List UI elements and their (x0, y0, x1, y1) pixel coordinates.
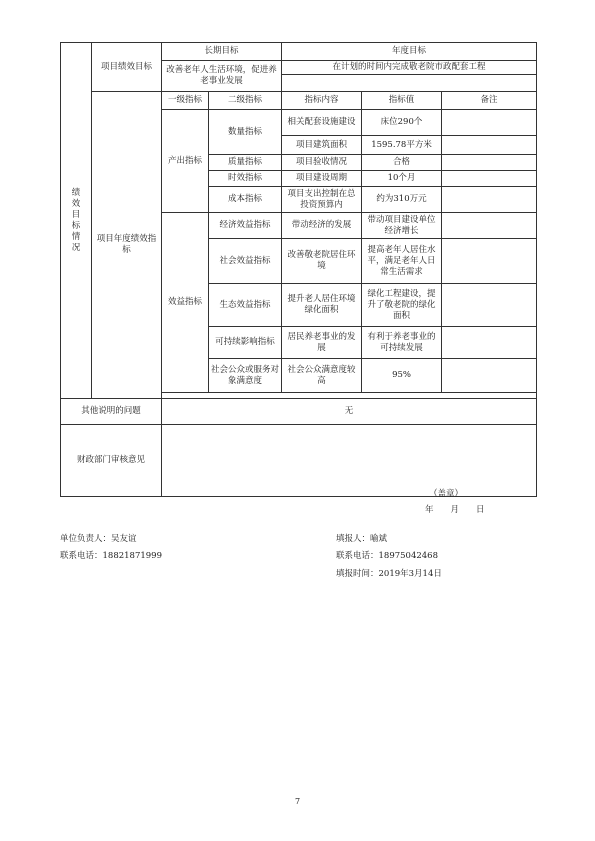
benefit-label-5: 社会公众或服务对象满意度 (209, 359, 282, 393)
benefit-indicator-label: 效益指标 (162, 213, 209, 393)
seal-text: （盖章） (429, 489, 464, 499)
section-label: 绩效目标情况 (61, 43, 92, 399)
annual-indicators-label: 项目年度绩效指标 (92, 92, 162, 399)
header-remarks: 备注 (442, 92, 537, 110)
cost-content: 项目支出控制在总投资预算内 (282, 187, 362, 213)
review-date: 年 月 日 (425, 505, 485, 515)
quantity-content-2: 项目建筑面积 (282, 136, 362, 155)
output-indicator-label: 产出指标 (162, 110, 209, 213)
quantity-value-2: 1595.78平方米 (362, 136, 442, 155)
benefit-remark-2 (442, 239, 537, 284)
long-term-goal-header: 长期目标 (162, 43, 282, 61)
cost-remark (442, 187, 537, 213)
header-value: 指标值 (362, 92, 442, 110)
benefit-content-5: 社会公众满意度较高 (282, 359, 362, 393)
quantity-content-1: 相关配套设施建设 (282, 110, 362, 136)
timeliness-indicator-label: 时效指标 (209, 171, 282, 187)
quality-content: 项目验收情况 (282, 155, 362, 171)
benefit-content-3: 提升老人居住环境绿化面积 (282, 284, 362, 327)
benefit-remark-3 (442, 284, 537, 327)
benefit-remark-5 (442, 359, 537, 393)
quantity-remark-2 (442, 136, 537, 155)
annual-goal-text: 在计划的时间内完成敬老院市政配套工程 (282, 61, 537, 75)
unit-head: 单位负责人：吴友谊 (60, 534, 137, 544)
benefit-label-3: 生态效益指标 (209, 284, 282, 327)
finance-review-label: 财政部门审核意见 (61, 425, 162, 497)
benefit-value-2: 提高老年人居住水平，满足老年人日常生活需求 (362, 239, 442, 284)
benefit-content-2: 改善敬老院居住环境 (282, 239, 362, 284)
finance-review-area (162, 425, 537, 497)
annual-goal-blank (282, 75, 537, 92)
header-level1: 一级指标 (162, 92, 209, 110)
benefit-content-1: 带动经济的发展 (282, 213, 362, 239)
benefit-value-5: 95% (362, 359, 442, 393)
unit-phone: 联系电话：18821871999 (60, 551, 162, 561)
quantity-indicator-label: 数量指标 (209, 110, 282, 155)
cost-value: 约为310万元 (362, 187, 442, 213)
timeliness-value: 10个月 (362, 171, 442, 187)
cost-indicator-label: 成本指标 (209, 187, 282, 213)
filler: 填报人：喻斌 (336, 534, 388, 544)
fill-date: 填报时间：2019年3月14日 (336, 569, 442, 579)
timeliness-remark (442, 171, 537, 187)
long-term-goal-text: 改善老年人生活环境，促进养老事业发展 (162, 61, 282, 92)
quality-indicator-label: 质量指标 (209, 155, 282, 171)
benefit-value-4: 有利于养老事业的可持续发展 (362, 327, 442, 359)
benefit-label-2: 社会效益指标 (209, 239, 282, 284)
header-level2: 二级指标 (209, 92, 282, 110)
benefit-label-4: 可持续影响指标 (209, 327, 282, 359)
quantity-remark-1 (442, 110, 537, 136)
quality-value: 合格 (362, 155, 442, 171)
benefit-content-4: 居民养老事业的发展 (282, 327, 362, 359)
quantity-value-1: 床位290个 (362, 110, 442, 136)
benefit-value-3: 绿化工程建设，提升了敬老院的绿化面积 (362, 284, 442, 327)
quality-remark (442, 155, 537, 171)
page-number: 7 (294, 797, 301, 806)
benefit-remark-1 (442, 213, 537, 239)
timeliness-content: 项目建设周期 (282, 171, 362, 187)
header-content: 指标内容 (282, 92, 362, 110)
filler-phone: 联系电话：18975042468 (336, 551, 438, 561)
project-goal-label: 项目绩效目标 (92, 43, 162, 92)
annual-goal-header: 年度目标 (282, 43, 537, 61)
benefit-label-1: 经济效益指标 (209, 213, 282, 239)
other-issues-value: 无 (162, 399, 537, 425)
benefit-remark-4 (442, 327, 537, 359)
performance-goals-table (60, 42, 537, 497)
other-issues-label: 其他说明的问题 (61, 399, 162, 425)
benefit-value-1: 带动项目建设单位经济增长 (362, 213, 442, 239)
